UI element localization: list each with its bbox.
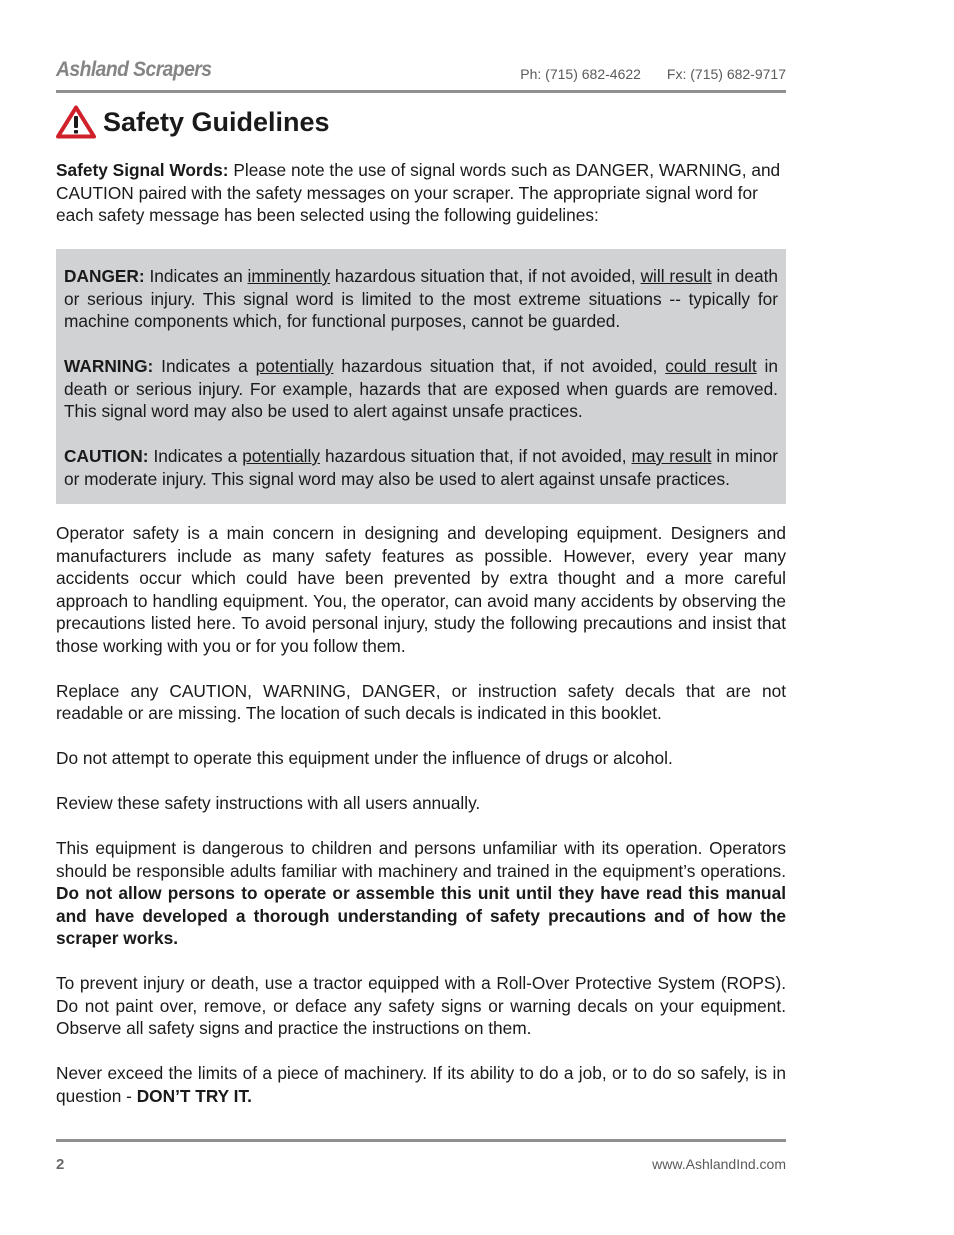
signal-word: WARNING: (64, 356, 154, 376)
brand-logo-text: Ashland Scrapers (56, 58, 212, 81)
signal-caution (64, 445, 778, 490)
signal-text: Indicates a (153, 356, 256, 376)
website-url: www.AshlandInd.com (652, 1156, 786, 1172)
paragraph-never-exceed (56, 1062, 786, 1107)
paragraph-rops: To prevent injury or death, use a tractor equipped with a Roll-Over Protective System (ROPS). Do not paint over, remove, or deface any safety signs or warning decals on your equipment. Observe all safety signs and practice the instructions on them. (56, 973, 786, 1038)
page-header (56, 58, 786, 86)
signal-word: CAUTION: (64, 446, 149, 466)
signal-qualifier: potentially (255, 356, 334, 376)
paragraph-review-annually: Review these safety instructions with all users annually. (56, 793, 481, 813)
footer-divider (56, 1139, 786, 1142)
paragraph-dangerous-children (56, 837, 786, 950)
phone-number: Ph: (715) 682-4622 (520, 66, 641, 82)
signal-words-box (56, 249, 786, 504)
signal-result: could result (665, 356, 757, 376)
paragraph-replace-decals: Replace any CAUTION, WARNING, DANGER, or instruction safety decals that are not readable or are missing. The location of such decals is indicated in this booklet. (56, 680, 786, 723)
paragraph-operator-safety: Operator safety is a main concern in designing and developing equipment. Designers and manufacturers include as many safety features as possible. However, every year many accidents occur which could have been prevented by extra thought and a more careful approach to handling equipment. You, the operator, can avoid many accidents by observing the precautions listed here. To avoid personal injury, study the following precautions and insist that those working with you or for you follow them. (56, 523, 786, 656)
intro-paragraph (56, 159, 786, 227)
manual-page (56, 0, 786, 1235)
page-content (56, 159, 786, 1130)
signal-qualifier: potentially (242, 446, 321, 466)
signal-result: may result (631, 446, 712, 466)
signal-warning (64, 355, 778, 423)
signal-text: in death or serious injury. For example, hazards that are exposed when guards are removed. This signal word may also be used to alert against unsafe practices. (64, 356, 778, 421)
signal-text: hazardous situation that, if not avoided, (320, 446, 632, 466)
signal-result: will result (640, 266, 712, 286)
paragraph-emphasis: Do not allow persons to operate or assemble this unit until they have read this manual and have developed a thorough understanding of safety precautions and of how the scraper works. (56, 883, 786, 948)
contact-info (520, 66, 786, 82)
header-divider (56, 90, 786, 93)
warning-triangle-icon (56, 105, 96, 139)
signal-qualifier: imminently (247, 266, 331, 286)
fax-number: Fx: (715) 682-9717 (666, 66, 786, 82)
signal-text: in death or serious injury. This signal word is limited to the most extreme situations -- typically for machine components which, for functional purposes, cannot be guarded. (64, 266, 778, 331)
intro-label: Safety Signal Words: (56, 160, 229, 180)
signal-text: in minor or moderate injury. This signal word may also be used to alert against unsafe practices. (64, 446, 779, 489)
paragraph-emphasis: DON’T TRY IT. (136, 1085, 252, 1106)
signal-text: Indicates an (144, 266, 248, 286)
intro-text: Please note the use of signal words such as DANGER, WARNING, and CAUTION paired with the safety messages on your scraper. The appropriate signal word for each safety message has been selected using the following guidelines: (56, 160, 781, 225)
signal-danger (64, 265, 778, 333)
signal-word: DANGER: (64, 266, 145, 286)
section-heading (56, 102, 330, 142)
page-number: 2 (56, 1156, 65, 1173)
signal-text: hazardous situation that, if not avoided, (330, 266, 641, 286)
paragraph-text: Never exceed the limits of a piece of machinery. If its ability to do a job, or to do so safely, is in question - (56, 1063, 786, 1106)
paragraph-drugs-alcohol: Do not attempt to operate this equipment under the influence of drugs or alcohol. (56, 748, 673, 768)
page-title: Safety Guidelines (103, 106, 330, 137)
signal-text: hazardous situation that, if not avoided, (333, 356, 666, 376)
paragraph-text: This equipment is dangerous to children and persons unfamiliar with its operation. Operators should be responsible adults familiar with machinery and trained in the equipment’s operations. (56, 838, 786, 881)
signal-text: Indicates a (148, 446, 243, 466)
